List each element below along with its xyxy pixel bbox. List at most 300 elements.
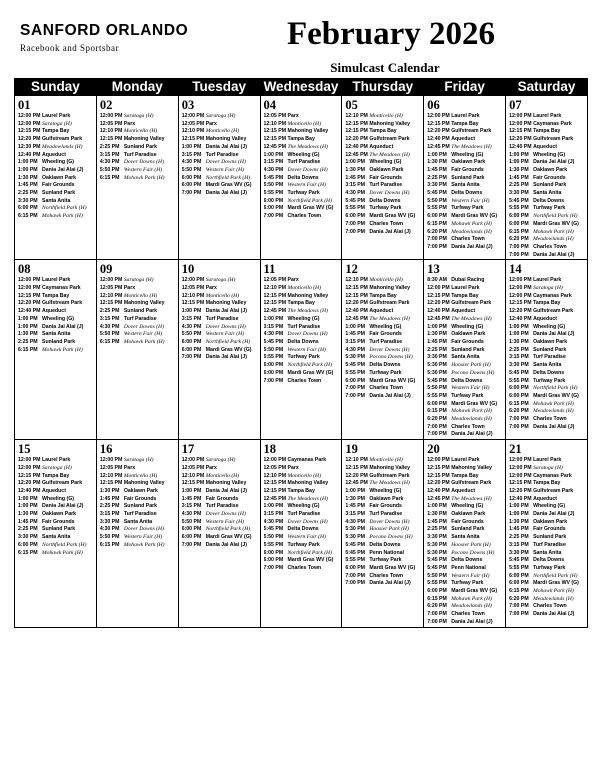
post-time: 1:30 PM [18,174,38,181]
race-entry [427,229,503,237]
race-entry [264,175,340,183]
race-entry [509,488,585,496]
post-time: 6:00 PM [345,377,365,384]
venue-name: Dover Downs (H) [205,323,246,330]
venue-name: Fair Grounds [42,182,75,189]
post-time: 12:00 PM [18,464,41,471]
venue-name: Mahoning Valley [287,128,329,135]
post-time: 1:00 PM [509,503,529,510]
post-time: 12:15 PM [263,487,287,494]
venue-name: Charles Town [369,220,404,227]
post-time: 12:00 PM [509,285,532,292]
venue-name: Mohawk Park (H) [533,588,574,595]
day-cell [424,96,506,260]
race-entry [345,324,421,332]
race-entry [264,144,340,152]
race-entry [509,190,585,198]
post-time: 6:00 PM [509,572,529,579]
race-entry [427,496,503,504]
race-entry [509,205,585,213]
venue-name: Charles Town [287,213,322,220]
post-time: 6:15 PM [99,174,120,181]
race-entry [509,534,585,542]
race-entry [427,393,503,401]
post-time: 3:15 PM [509,541,529,548]
race-entry [18,213,94,221]
race-entry [100,542,176,550]
post-time: 6:15 PM [18,213,38,220]
post-time: 4:30 PM [181,511,202,518]
venue-name: Western Fair (H) [451,197,490,204]
post-time: 7:00 PM [345,220,365,227]
day-number: 04 [263,98,277,112]
race-entry [345,480,421,488]
venue-name: Saratoga (H) [533,285,563,292]
post-time: 12:20 PM [427,300,450,307]
race-entry [427,370,503,378]
post-time: 12:20 PM [18,300,41,307]
race-entry [345,457,421,465]
post-time: 12:15 PM [18,128,41,135]
race-entry [18,128,94,136]
race-entry [345,542,421,550]
race-entry [264,503,340,511]
venue-name: Dania Jai Alai (J) [42,503,84,510]
race-list [18,113,94,221]
race-entry [100,324,176,332]
venue-name: Laurel Park [42,113,71,119]
race-entry [18,339,94,347]
venue-name: Gulfstream Park [451,480,492,487]
race-entry [427,308,503,316]
venue-name: Mardi Gras WV (G) [451,588,498,595]
race-list [100,277,176,346]
venue-name: Penn National [451,564,486,571]
venue-name: Mardi Gras WV (G) [287,369,334,376]
race-entry [100,534,176,542]
race-entry [264,152,340,160]
post-time: 5:30 PM [345,354,365,361]
venue-name: Tampa Bay [287,487,315,494]
venue-name: Mahoning Valley [369,285,411,292]
venue-name: Caymanas Park [42,285,81,292]
race-entry [427,324,503,332]
post-time: 6:00 PM [509,385,529,392]
venue-name: Mohawk Park (H) [42,213,83,220]
venue-name: Santa Anita [451,534,480,541]
post-time: 3:30 PM [18,197,38,204]
race-entry [264,526,340,534]
race-entry [345,167,421,175]
race-entry [345,580,421,588]
post-time: 6:00 PM [345,213,365,220]
post-time: 12:15 PM [263,480,287,487]
post-time: 1:00 PM [18,315,38,322]
race-entry [18,465,94,473]
post-time: 12:10 PM [181,292,205,299]
venue-name: Mahoning Valley [205,480,247,487]
day-number: 03 [181,98,195,112]
post-time: 12:15 PM [181,480,205,487]
venue-name: Tampa Bay [533,480,561,487]
race-entry [427,596,503,604]
venue-name: Aqueduct [451,136,476,143]
venue-name: Fair Grounds [369,331,402,338]
post-time: 3:30 PM [99,518,120,525]
race-entry [18,473,94,481]
post-time: 12:15 PM [427,120,450,127]
race-entry [345,229,421,237]
post-time: 6:00 PM [181,338,202,345]
race-entry [18,300,94,308]
day-number: 02 [99,98,113,112]
race-entry [345,511,421,519]
post-time: 12:20 PM [509,136,532,143]
race-list [509,113,585,259]
post-time: 6:00 PM [18,541,38,548]
post-time: 6:15 PM [427,595,447,602]
venue-name: Northfield Park (H) [42,205,87,212]
post-time: 12:40 PM [509,495,532,502]
post-time: 12:40 PM [18,151,41,158]
race-entry [427,152,503,160]
venue-name: Monticello (H) [287,120,321,127]
race-list [345,113,421,236]
post-time: 5:50 PM [181,166,202,173]
race-entry [509,167,585,175]
venue-name: Dover Downs (H) [287,166,328,173]
venue-name: Dover Downs (H) [287,518,328,525]
post-time: 12:00 PM [99,277,123,284]
post-time: 7:00 PM [509,251,529,258]
venue-name: Mahoning Valley [205,136,247,143]
venue-name: The Meadows (H) [451,495,492,502]
race-entry [345,354,421,362]
post-time: 5:50 PM [181,518,202,525]
post-time: 12:15 PM [263,136,287,143]
venue-name: The Meadows (H) [369,151,410,158]
venue-name: Dania Jai Alai (J) [533,251,575,258]
post-time: 1:45 PM [509,174,529,181]
venue-name: Monticello (H) [205,292,240,299]
post-time: 4:30 PM [263,166,284,173]
post-time: 5:50 PM [99,331,120,338]
race-entry [264,324,340,332]
venue-name: Tampa Bay [287,136,315,143]
venue-name: Dania Jai Alai (J) [205,487,248,494]
post-time: 2:25 PM [18,190,38,197]
post-time: 7:00 PM [181,190,202,197]
post-time: 12:45 PM [345,315,368,322]
post-time: 1:00 PM [427,151,447,158]
weekday-header: Tuesday [178,79,260,96]
post-time: 12:15 PM [345,120,368,127]
venue-name: Monticello (H) [287,285,321,292]
post-time: 1:30 PM [345,166,365,173]
race-entry [345,182,421,190]
race-entry [427,408,503,416]
post-time: 12:05 PM [263,464,287,471]
race-entry [509,557,585,565]
race-entry [427,316,503,324]
day-cell [96,260,178,440]
venue-name: Santa Anita [42,197,71,204]
race-entry [427,236,503,244]
venue-name: Turf Paradise [123,315,157,322]
post-time: 12:40 PM [427,308,450,315]
venue-name: Gulfstream Park [369,136,410,143]
venue-name: Northfield Park (H) [205,338,251,345]
race-entry [18,113,94,121]
post-time: 6:00 PM [181,526,202,533]
race-entry [18,277,94,285]
post-time: 5:45 PM [263,526,284,533]
race-entry [427,619,503,627]
race-entry [18,550,94,558]
post-time: 7:00 PM [345,228,365,235]
race-entry [264,511,340,519]
race-entry [100,300,176,308]
post-time: 12:00 PM [427,457,450,464]
post-time: 1:45 PM [99,495,120,502]
venue-name: Fair Grounds [451,166,484,173]
race-entry [509,277,585,285]
venue-name: Mahoning Valley [123,300,165,307]
race-entry [264,136,340,144]
venue-name: Delta Downs [451,190,483,197]
race-entry [509,144,585,152]
race-entry [345,519,421,527]
race-entry [345,370,421,378]
post-time: 6:15 PM [427,220,447,227]
post-time: 2:25 PM [427,346,447,353]
race-entry [182,457,258,465]
race-entry [345,190,421,198]
venue-name: Turf Paradise [287,511,321,518]
race-entry [264,159,340,167]
venue-name: The Meadows (H) [451,315,492,322]
day-cell [342,440,424,627]
day-number: 01 [18,98,31,112]
day-number: 13 [427,262,440,277]
race-entry [18,526,94,534]
race-entry [509,252,585,260]
race-entry [264,182,340,190]
race-entry [345,159,421,167]
race-entry [264,480,340,488]
race-entry [18,511,94,519]
venue-name: Mohawk Park (H) [123,174,165,181]
venue-name: Turf Paradise [287,159,321,166]
venue-name: Mardi Gras WV (G) [205,182,252,189]
race-entry [509,511,585,519]
post-time: 12:00 PM [18,113,41,119]
race-entry [427,503,503,511]
venue-name: Sunland Park [42,338,76,345]
venue-name: Northfield Park (H) [287,362,332,369]
post-time: 5:50 PM [427,572,447,579]
venue-name: Western Fair (H) [287,182,326,189]
venue-name: Santa Anita [42,331,71,338]
post-time: 1:45 PM [345,174,365,181]
post-time: 12:15 PM [263,300,287,307]
post-time: 12:15 PM [99,300,123,307]
post-time: 3:15 PM [509,354,529,361]
venue-name: Northfield Park (H) [287,197,332,204]
race-list [100,457,176,549]
race-list [100,113,176,182]
venue-name: Parx [205,464,217,471]
race-entry [427,347,503,355]
post-time: 12:05 PM [181,285,205,292]
race-entry [509,393,585,401]
venue-name: Mardi Gras WV (G) [369,377,416,384]
race-entry [345,308,421,316]
race-entry [427,424,503,432]
race-entry [427,534,503,542]
venue-name: Santa Anita [451,354,480,361]
post-time: 12:15 PM [18,292,41,299]
venue-name: Oaklawn Park [123,487,158,494]
calendar-week-row [15,96,588,260]
venue-name: Sunland Park [533,346,567,353]
venue-name: Sunland Park [533,182,567,189]
venue-name: Santa Anita [451,182,480,189]
race-entry [509,198,585,206]
day-number: 07 [509,98,522,112]
post-time: 4:30 PM [345,346,365,353]
venue-name: Monticello (H) [369,277,403,284]
venue-name: Mohawk Park (H) [451,220,492,227]
race-entry [100,465,176,473]
post-time: 7:00 PM [509,611,529,618]
venue-name: Dania Jai Alai (J) [533,511,575,518]
post-time: 5:45 PM [345,197,365,204]
race-entry [345,213,421,221]
post-time: 12:15 PM [181,136,205,143]
race-entry [264,457,340,465]
race-entry [182,293,258,301]
post-time: 3:15 PM [99,511,120,518]
post-time: 1:30 PM [427,511,447,518]
post-time: 1:00 PM [18,503,38,510]
post-time: 1:00 PM [345,487,365,494]
venue-name: Gulfstream Park [369,472,410,479]
race-entry [345,393,421,401]
venue-name: Aqueduct [451,487,476,494]
venue-name: Tampa Bay [533,300,561,307]
venue-name: Turf Paradise [533,354,566,361]
venue-name: Tampa Bay [451,120,479,127]
day-number: 05 [345,98,358,112]
day-cell [15,260,97,440]
race-entry [427,285,503,293]
race-entry [182,308,258,316]
race-entry [509,424,585,432]
race-entry [427,378,503,386]
venue-name: Wheeling (G) [287,315,320,322]
post-time: 7:00 PM [345,580,365,587]
post-time: 4:30 PM [263,518,284,525]
post-time: 4:30 PM [345,190,365,197]
race-entry [100,457,176,465]
post-time: 12:15 PM [345,464,368,471]
race-entry [509,152,585,160]
post-time: 12:15 PM [99,136,123,143]
day-number: 06 [427,98,440,112]
race-entry [182,324,258,332]
venue-name: Western Fair (H) [287,534,326,541]
venue-name: Oaklawn Park [533,518,568,525]
post-time: 3:30 PM [427,534,447,541]
post-time: 4:30 PM [99,323,120,330]
post-time: 12:45 PM [427,315,450,322]
post-time: 7:00 PM [263,213,284,220]
venue-name: Laurel Park [533,113,562,119]
race-entry [509,573,585,581]
venue-name: Gulfstream Park [42,300,83,307]
race-entry [182,316,258,324]
venue-name: Oaklawn Park [369,495,404,502]
race-entry [182,542,258,550]
race-entry [264,378,340,386]
venue-name: Santa Anita [42,534,71,541]
race-entry [427,144,503,152]
weekday-header: Saturday [506,79,588,96]
venue-name: Delta Downs [451,377,483,384]
post-time: 12:00 PM [509,113,532,119]
venue-name: Charles Town [451,611,485,618]
race-entry [264,354,340,362]
race-entry [18,331,94,339]
venue-name: Gulfstream Park [533,487,574,494]
post-time: 4:30 PM [181,159,202,166]
race-entry [264,565,340,573]
post-time: 1:00 PM [427,503,447,510]
race-entry [345,526,421,534]
post-time: 12:15 PM [345,285,368,292]
venue-name: Turf Paradise [369,182,403,189]
venue-name: Charles Town [369,385,404,392]
venue-name: Caymanas Park [533,292,572,299]
venue-name: Laurel Park [451,457,480,464]
race-entry [18,159,94,167]
venue-name: Dover Downs (H) [123,526,164,533]
race-entry [18,182,94,190]
race-entry [264,198,340,206]
post-time: 12:00 PM [427,113,450,119]
post-time: 1:45 PM [427,166,447,173]
race-entry [427,565,503,573]
post-time: 12:05 PM [99,120,123,127]
race-entry [427,519,503,527]
post-time: 12:00 PM [509,464,532,471]
post-time: 12:20 PM [509,487,532,494]
venue-name: Northfield Park (H) [205,526,251,533]
venue-name: Parx [205,120,217,127]
race-entry [18,457,94,465]
post-time: 5:45 PM [509,369,529,376]
post-time: 7:00 PM [427,431,447,438]
venue-name: Saratoga (H) [533,464,563,471]
post-time: 12:20 PM [345,136,368,143]
venue-name: Wheeling (G) [287,151,320,158]
venue-name: Delta Downs [287,174,319,181]
venue-name: Oaklawn Park [42,174,77,181]
venue-name: Mohawk Park (H) [451,408,492,415]
venue-name: Saratoga (H) [42,120,72,127]
brand-name: SANFORD ORLANDO [20,22,189,39]
